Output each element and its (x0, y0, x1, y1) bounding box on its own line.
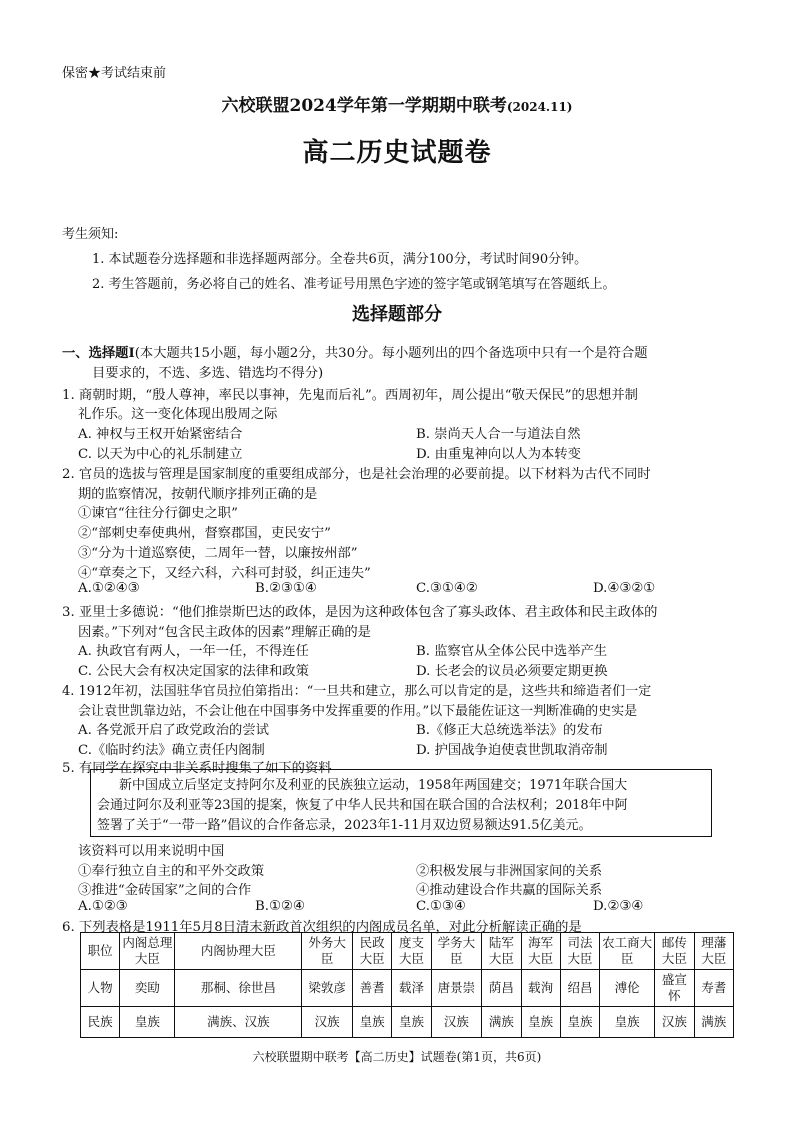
cabinet-table (80, 932, 734, 1038)
q6-stem: 6. 下列表格是1911年5月8日清末新政首次组织的内阁成员名单，对此分析解读正确的是 (62, 920, 582, 935)
table-cell: 那桐、徐世昌 (175, 970, 302, 1007)
table-cell: 汉族 (431, 1007, 482, 1038)
q3-option-b: B. 监察官从全体公民中选举产生 (416, 644, 608, 659)
table-header-cell: 司法大臣 (560, 933, 599, 970)
notice-item-2: 2. 考生答题前，务必将自己的姓名、准考证号用黑色字迹的签字笔或钢笔填写在答题纸上。 (92, 277, 616, 292)
q3-option-d: D. 长老会的议员必须要定期更换 (416, 664, 608, 679)
table-cell: 载洵 (521, 970, 560, 1007)
q5-follow: 该资料可以用来说明中国 (78, 844, 225, 859)
q5-option-d: D.②③④ (593, 899, 644, 914)
q1-option-a: A. 神权与王权开始紧密结合 (78, 427, 243, 442)
q2-stem-1: 2. 官员的选拔与管理是国家制度的重要组成部分，也是社会治理的必要前提。以下材料为古代不同时 (62, 467, 651, 482)
table-header-cell: 邮传大臣 (655, 933, 694, 970)
table-cell: 皇族 (352, 1007, 391, 1038)
exam-title (0, 91, 794, 116)
table-cell: 梁敦彦 (302, 970, 353, 1007)
q2-option-a: A.①②④③ (78, 581, 140, 596)
section-title: 选择题部分 (352, 304, 442, 325)
q5-option-c: C.①③④ (416, 899, 466, 914)
confidential-label: 保密★考试结束前 (62, 66, 167, 81)
q5-material-1: ①奉行独立自主的和平外交政策 (78, 864, 265, 879)
q4-stem-2: 会让袁世凯靠边站，不会让他在中国事务中发挥重要的作用。”以下最能佐证这一判断准确的史实是 (78, 704, 638, 719)
table-cell: 奕劻 (120, 970, 175, 1007)
q5-material-2: ②积极发展与非洲国家间的关系 (416, 864, 603, 879)
q4-option-a: A. 各党派开启了政党政治的尝试 (78, 723, 269, 738)
table-row-label: 人物 (81, 970, 120, 1007)
q5-box-line-2: 会通过阿尔及利亚等23国的提案，恢复了中华人民共和国在联合国的合法权利；2018年中阿 (97, 798, 628, 813)
q3-option-c: C. 公民大会有权决定国家的法律和政策 (78, 664, 309, 679)
q2-material-1: ①谏官“往往分行御史之职” (78, 506, 238, 521)
exam-date: (2024.11) (506, 100, 573, 114)
part-label: 一、选择题Ⅰ (62, 346, 135, 361)
q1-option-c: C. 以天为中心的礼乐制建立 (78, 447, 243, 462)
table-header-row (81, 933, 734, 970)
q1-stem-1: 1. 商朝时期，“殷人尊神，率民以事神，先鬼而后礼”。西周初年，周公提出“敬天保民”的思想并制 (62, 388, 638, 403)
table-header-cell: 内阁协理大臣 (175, 933, 302, 970)
table-header-cell: 学务大臣 (431, 933, 482, 970)
table-row-label: 民族 (81, 1007, 120, 1038)
table-header-cell: 内阁总理大臣 (120, 933, 175, 970)
table-cell: 唐景崇 (431, 970, 482, 1007)
table-header-cell: 民政大臣 (352, 933, 391, 970)
part-desc-cont: 目要求的，不选、多选、错选均不得分) (92, 366, 324, 381)
q2-stem-2: 期的监察情况，按朝代顺序排列正确的是 (78, 487, 318, 502)
q1-option-d: D. 由重鬼神向以人为本转变 (416, 447, 581, 462)
q2-material-2: ②“部刺史奉使典州，督察郡国，吏民安宁” (78, 526, 331, 541)
q2-option-d: D.④③②① (593, 581, 656, 596)
table-cell: 皇族 (392, 1007, 431, 1038)
table-header-cell: 海军大臣 (521, 933, 560, 970)
table-cell: 汉族 (655, 1007, 694, 1038)
q3-stem-1: 3. 亚里士多德说：“他们推崇斯巴达的政体，是因为这种政体包含了寡头政体、君主政体和民主政体的 (62, 605, 658, 620)
q5-option-b: B.①②④ (255, 899, 305, 914)
table-cell: 皇族 (521, 1007, 560, 1038)
notice-item-1: 1. 本试题卷分选择题和非选择题两部分。全卷共6页，满分100分，考试时间90分钟。 (92, 252, 588, 267)
table-cell: 满族 (694, 1007, 733, 1038)
paper-title: 高二历史试题卷 (302, 138, 492, 168)
q2-option-c: C.③①④② (416, 581, 478, 596)
q5-box-line-1: 新中国成立后坚定支持阿尔及利亚的民族独立运动，1958年两国建交；1971年联合国大 (119, 778, 628, 793)
notice-title: 考生须知: (62, 227, 119, 242)
part-instructions (62, 342, 648, 361)
q2-option-b: B.②③①④ (255, 581, 317, 596)
table-cell: 皇族 (560, 1007, 599, 1038)
table-cell: 皇族 (120, 1007, 175, 1038)
table-cell: 皇族 (600, 1007, 655, 1038)
q4-option-d: D. 护国战争迫使袁世凯取消帝制 (416, 743, 608, 758)
q5-material-box (90, 769, 712, 837)
q3-option-a: A. 执政官有两人，一年一任，不得连任 (78, 644, 309, 659)
exam-name: 六校联盟2024学年第一学期期中联考 (221, 96, 507, 116)
table-cell: 载泽 (392, 970, 431, 1007)
table-cell: 荫昌 (482, 970, 521, 1007)
q5-stem: 5. 有同学在探究中非关系时搜集了如下的资料 (62, 761, 332, 776)
table-header-cell: 职位 (81, 933, 120, 970)
q5-box-line-3: 签署了关于“一带一路”倡议的合作备忘录，2023年1-11月双边贸易额达91.5亿美元。 (97, 818, 592, 833)
table-cell: 绍昌 (560, 970, 599, 1007)
table-header-cell: 陆军大臣 (482, 933, 521, 970)
page-footer: 六校联盟期中联考【高二历史】试题卷(第1页，共6页) (252, 1050, 542, 1064)
q4-option-c: C.《临时约法》确立责任内阁制 (78, 743, 265, 758)
q5-material-3: ③推进“金砖国家”之间的合作 (78, 883, 252, 898)
table-row (81, 1007, 734, 1038)
table-row (81, 970, 734, 1007)
q5-material-4: ④推动建设合作共赢的国际关系 (416, 883, 603, 898)
q2-material-4: ④“章奏之下，又经六科，六科可封驳，纠正违失” (78, 566, 371, 581)
table-cell: 满族、汉族 (175, 1007, 302, 1038)
q5-option-a: A.①②③ (78, 899, 128, 914)
table-cell: 寿耆 (694, 970, 733, 1007)
table-cell: 盛宣怀 (655, 970, 694, 1007)
table-header-cell: 农工商大臣 (600, 933, 655, 970)
q4-stem-1: 4. 1912年初，法国驻华官员拉伯第指出：“一旦共和建立，那么可以肯定的是，这些共和缔造者们一定 (62, 684, 652, 699)
table-cell: 溥伦 (600, 970, 655, 1007)
table-cell: 满族 (482, 1007, 521, 1038)
q2-material-3: ③“分为十道巡察使，二周年一替，以廉按州部” (78, 546, 358, 561)
part-desc: (本大题共15小题，每小题2分，共30分。每小题列出的四个备选项中只有一个是符合题 (134, 346, 648, 361)
q1-stem-2: 礼作乐。这一变化体现出殷周之际 (78, 407, 278, 422)
q1-option-b: B. 崇尚天人合一与道法自然 (416, 427, 581, 442)
table-header-cell: 外务大臣 (302, 933, 353, 970)
table-header-cell: 理藩大臣 (694, 933, 733, 970)
q3-stem-2: 因素。”下列对“包含民主政体的因素”理解正确的是 (78, 625, 371, 640)
table-header-cell: 度支大臣 (392, 933, 431, 970)
table-cell: 汉族 (302, 1007, 353, 1038)
table-cell: 善耆 (352, 970, 391, 1007)
q4-option-b: B.《修正大总统选举法》的发布 (416, 723, 603, 738)
